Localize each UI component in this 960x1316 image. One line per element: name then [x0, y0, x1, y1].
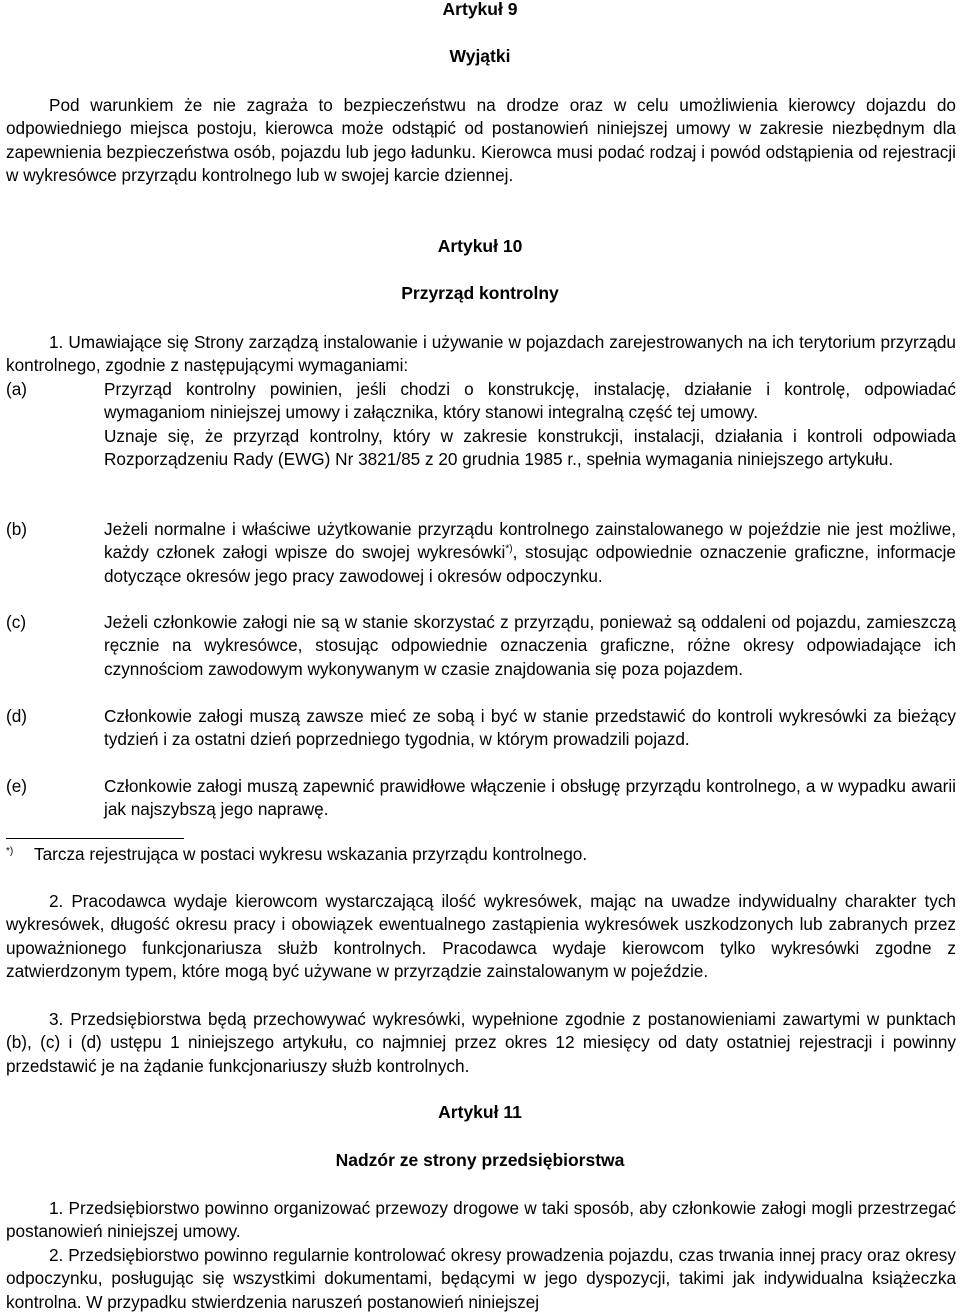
list-item-label: (c) — [6, 612, 27, 632]
list-item-text-part-2: , stosując odpowiednie oznaczenie graficzne, informacje dotyczące okresów jego pracy zawodowej i okresów odpoczynku. — [104, 542, 956, 586]
list-item-c — [6, 611, 956, 681]
art11-paragraph-2: 2. Przedsiębiorstwo powinno regularnie kontrolować okresy prowadzenia pojazdu, czas trwania innej pracy oraz okresy odpoczynku, posługując się wszystkimi dokumentami, będącymi w jego dyspozycji, takimi jak indywidualna książeczka kontrolna. W przypadku stwierdzenia naruszeń postanowień niniejszej — [6, 1245, 956, 1312]
list-item-a — [6, 378, 956, 472]
footnote-text: Tarcza rejestrująca w postaci wykresu wskazania przyrządu kontrolnego. — [34, 844, 588, 864]
list-item-b — [6, 518, 956, 588]
list-item-label: (a) — [6, 379, 28, 399]
list-item-text — [104, 518, 956, 588]
art9-subtitle: Wyjątki — [449, 46, 511, 66]
footnote — [6, 843, 956, 866]
footnote-mark: *) — [6, 846, 14, 857]
art10-paragraph-2: 2. Pracodawca wydaje kierowcom wystarczającą ilość wykresówek, mając na uwadze indywidualny charakter tych wykresówek, długość okresu pracy i obowiązek ewentualnego zastąpienia wykresówek uszkodzonych lub zabranych przez upoważnionego funkcjonariusza służb kontrolnych. Pracodawca wydaje kierowcom tylko wykresówki zgodne z zatwierdzonym typem, które mogą być używane w przyrządzie zainstalowanym w pojeździe. — [6, 891, 956, 982]
art11-paragraph-1: 1. Przedsiębiorstwo powinno organizować przewozy drogowe w taki sposób, aby członkowie załogi mogli przestrzegać postanowień niniejszej umowy. — [6, 1198, 956, 1242]
list-item-text: Członkowie załogi muszą zapewnić prawidłowe włączenie i obsługę przyrządu kontrolnego, a w wypadku awarii jak najszybszą jego naprawę. — [104, 776, 956, 820]
list-item-text: Członkowie załogi muszą zawsze mieć ze sobą i być w stanie przedstawić do kontroli wykresówki za bieżący tydzień i za ostatni dzień poprzedniego tygodnia, w którym prowadzili pojazd. — [104, 706, 956, 750]
art10-paragraph-3: 3. Przedsiębiorstwa będą przechowywać wykresówki, wypełnione zgodnie z postanowieniami zawartymi w punktach (b), (c) i (d) ustępu 1 niniejszego artykułu, co najmniej przez okres 12 miesięcy od daty ostatniej rejestracji i powinny przedstawić je na żądanie funkcjonariuszy służb kontrolnych. — [6, 1009, 956, 1076]
list-item-label: (d) — [6, 706, 28, 726]
art11-title: Artykuł 11 — [438, 1102, 522, 1122]
art10-paragraph-1: 1. Umawiające się Strony zarządzą instalowanie i używanie w pojazdach zarejestrowanych na ich terytorium przyrządu kontrolnego, zgodnie z następującymi wymaganiami: — [6, 332, 956, 376]
art9-title: Artykuł 9 — [442, 0, 518, 19]
list-item-e — [6, 775, 956, 822]
footnote-reference[interactable]: *) — [505, 543, 513, 555]
list-item-text-continued: Uznaje się, że przyrząd kontrolny, który w zakresie konstrukcji, instalacji, działania i kontroli odpowiada Rozporządzeniu Rady (EWG) Nr 3821/85 z 20 grudnia 1985 r., spełnia wymagania niniejszego artykułu. — [104, 425, 956, 470]
list-item-text-part-1: Jeżeli normalne i właściwe użytkowanie przyrządu kontrolnego zainstalowanego w pojeździe nie jest możliwe, każdy członek załogi wpisze do swojej wykresówki — [104, 519, 956, 563]
art10-subtitle: Przyrząd kontrolny — [401, 283, 559, 303]
list-item-text: Przyrząd kontrolny powinien, jeśli chodzi o konstrukcję, instalację, działanie i kontrolę, odpowiadać wymaganiom niniejszej umowy i załącznika, który stanowi integralną część tej umowy. — [104, 379, 956, 423]
art11-subtitle: Nadzór ze strony przedsiębiorstwa — [335, 1150, 625, 1170]
list-item-label: (b) — [6, 519, 28, 539]
art10-title: Artykuł 10 — [437, 236, 523, 256]
list-item-text: Jeżeli członkowie załogi nie są w stanie skorzystać z przyrządu, ponieważ są oddaleni od pojazdu, zamieszczą ręcznie na wykresówce, stosując odpowiednie oznaczenia graficzne, różne okresy odpowiadające ich czynnościom zawodowym wykonywanym w czasie znajdowania się poza pojazdem. — [104, 612, 956, 679]
footnote-separator — [6, 838, 184, 839]
art9-paragraph: Pod warunkiem że nie zagraża to bezpieczeństwu na drodze oraz w celu umożliwienia kierowcy dojazdu do odpowiedniego miejsca postoju, kierowca może odstąpić od postanowień niniejszej umowy w zakresie niezbędnym dla zapewnienia bezpieczeństwa osób, pojazdu lub jego ładunku. Kierowca musi podać rodzaj i powód odstąpienia od rejestracji w wykresówce przyrządu kontrolnego lub w swojej karcie dziennej. — [6, 95, 956, 186]
list-item-d — [6, 705, 956, 752]
list-item-label: (e) — [6, 776, 28, 796]
